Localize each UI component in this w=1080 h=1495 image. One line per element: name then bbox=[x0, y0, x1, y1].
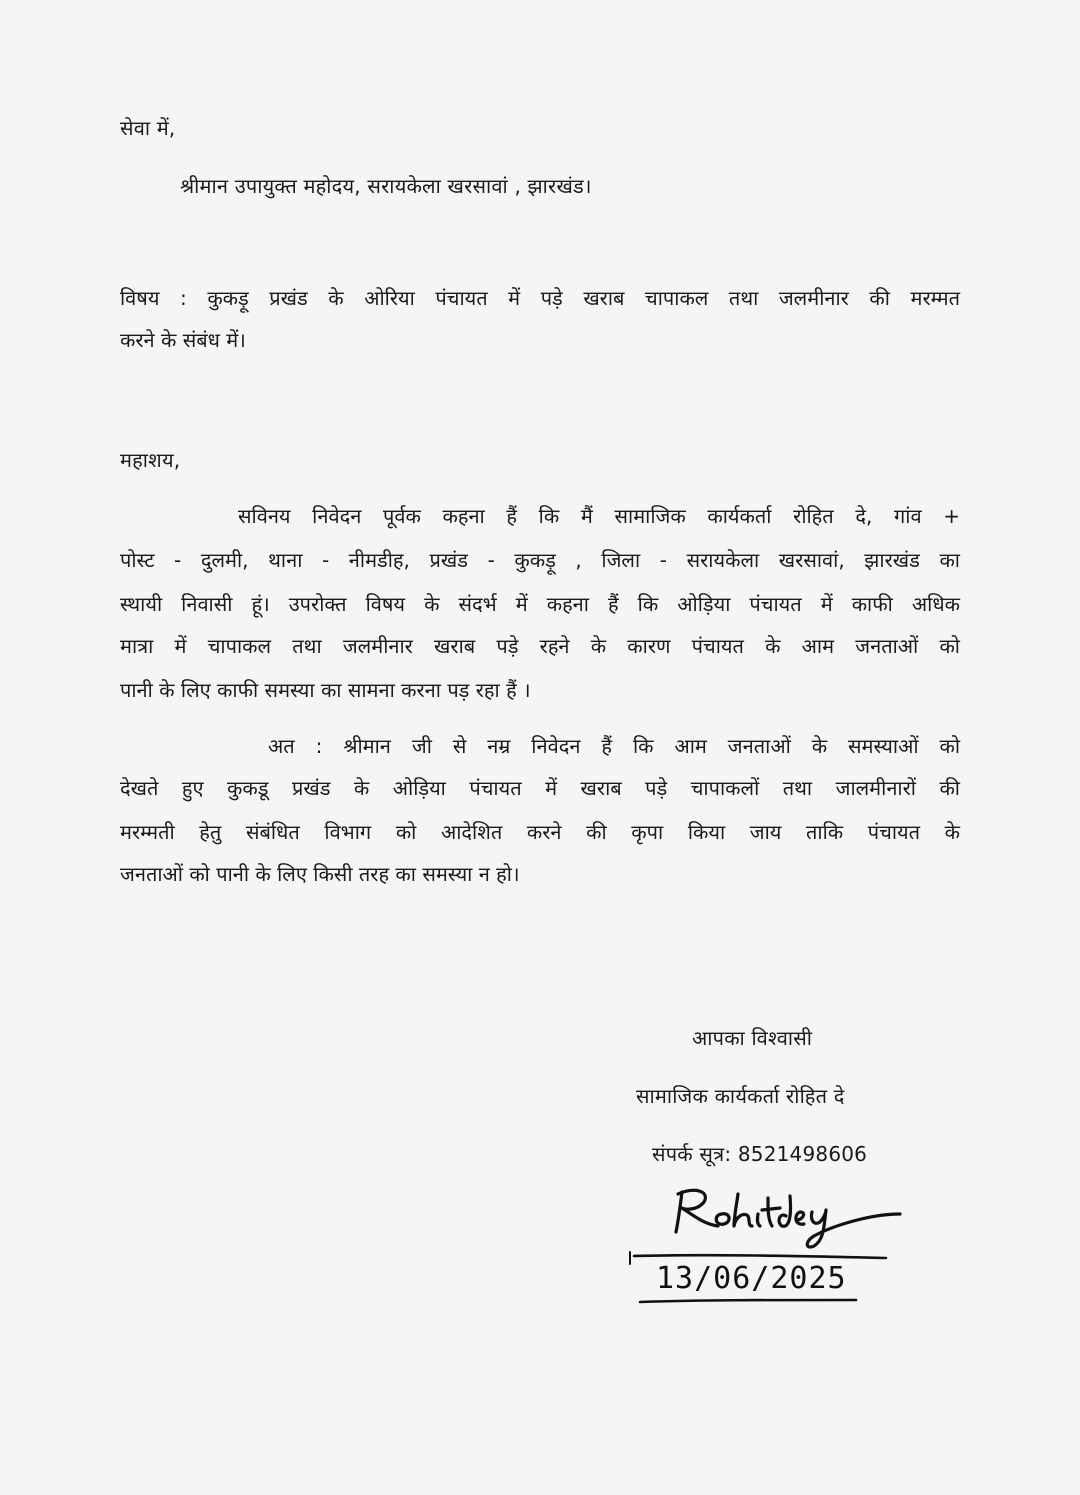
addressee: श्रीमान उपायुक्त महोदय, सरायकेला खरसावां , झारखंड। bbox=[180, 174, 592, 198]
handwritten-signature bbox=[600, 1170, 920, 1320]
paragraph1-line-4: मात्रा में चापाकल तथा जलमीनार खराब पड़े रहने के कारण पंचायत के आम जनताओं को bbox=[120, 634, 960, 658]
paragraph1-line-2: पोस्ट - दुलमी, थाना - नीमडीह, प्रखंड - कुकड़ू , जिला - सरायकेला खरसावां, झारखंड का bbox=[120, 548, 960, 572]
paragraph2-line-3: मरम्मती हेतु संबंधित विभाग को आदेशित करने की कृपा किया जाय ताकि पंचायत के bbox=[120, 820, 960, 844]
sender-name: सामाजिक कार्यकर्ता रोहित दे bbox=[636, 1084, 845, 1108]
paragraph2-line-4: जनताओं को पानी के लिए किसी तरह का समस्या न हो। bbox=[120, 862, 520, 886]
paragraph1-line-5: पानी के लिए काफी समस्या का सामना करना पड़ रहा हैं । bbox=[120, 678, 531, 702]
paragraph2-line-1: अत : श्रीमान जी से नम्र निवेदन हैं कि आम जनताओं के समस्याओं को bbox=[268, 734, 960, 758]
greeting: महाशय, bbox=[120, 448, 181, 472]
subject-line-1: विषय : कुकड़ू प्रखंड के ओरिया पंचायत में पड़े खराब चापाकल तथा जलमीनार की मरम्मत bbox=[120, 286, 960, 310]
paragraph1-line-3: स्थायी निवासी हूं। उपरोक्त विषय के संदर्भ में कहना हैं कि ओड़िया पंचायत में काफी अधिक bbox=[120, 592, 960, 616]
closing: आपका विश्वासी bbox=[692, 1026, 813, 1050]
salutation-to: सेवा में, bbox=[120, 116, 176, 140]
handwritten-date: 13/06/2025 bbox=[656, 1261, 847, 1296]
paragraph1-line-1: सविनय निवेदन पूर्वक कहना हैं कि मैं सामाजिक कार्यकर्ता रोहित दे, गांव + bbox=[238, 504, 960, 528]
subject-line-2: करने के संबंध में। bbox=[120, 328, 246, 352]
contact-number: संपर्क सूत्र: 8521498606 bbox=[652, 1142, 868, 1166]
paragraph2-line-2: देखते हुए कुकडू प्रखंड के ओड़िया पंचायत में खराब पड़े चापाकलों तथा जालमीनारों की bbox=[120, 776, 960, 800]
